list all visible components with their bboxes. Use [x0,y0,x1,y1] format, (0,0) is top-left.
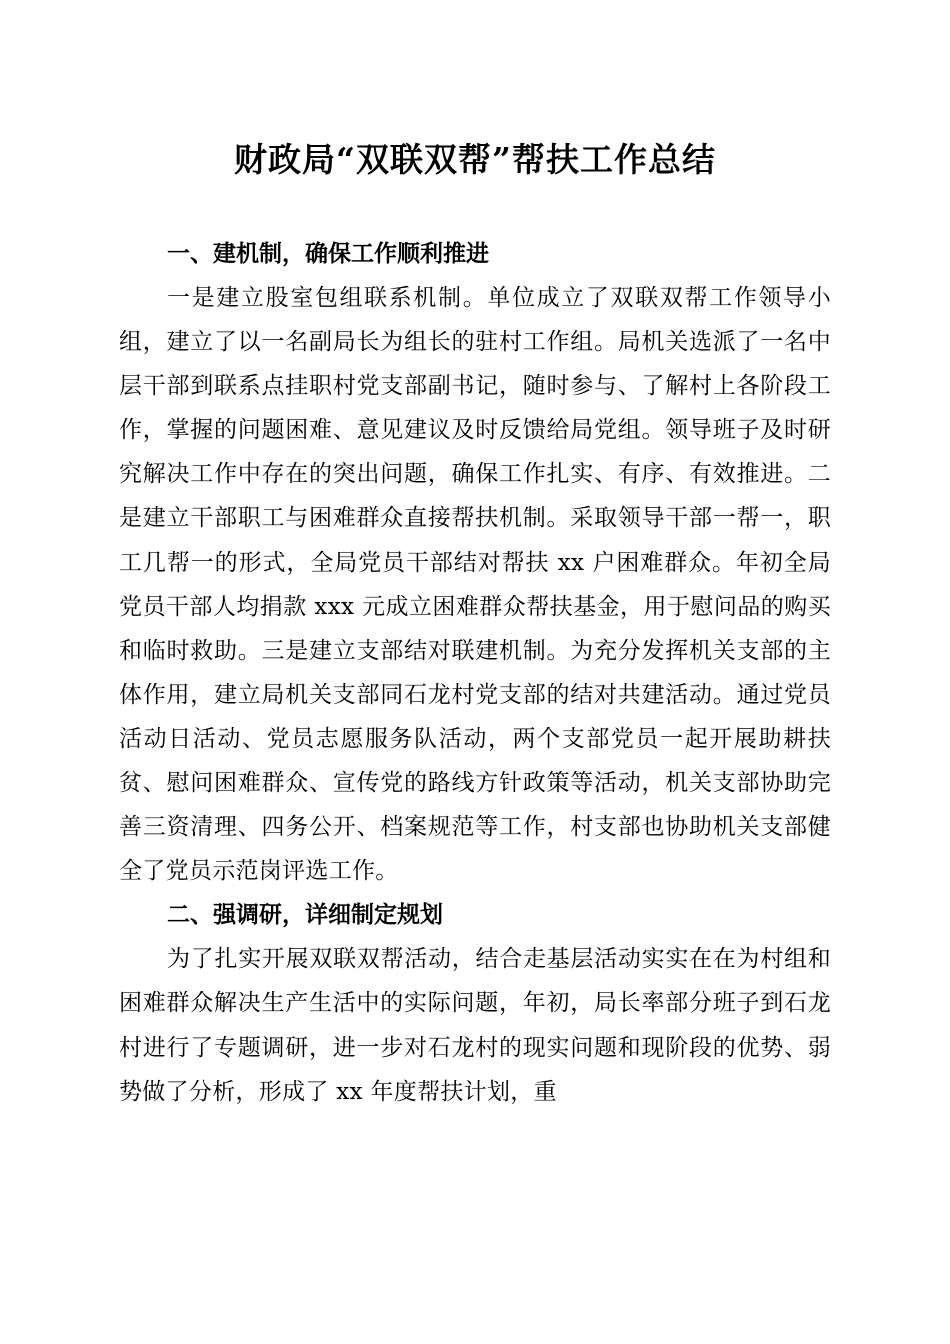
document-body [119,232,831,1114]
section-heading-1: 一、建机制，确保工作顺利推进 [167,241,489,267]
document-title: 财政局“双联双帮”帮扶工作总结 [234,140,716,179]
section-1-paragraph-1: 一是建立股室包组联系机制。单位成立了双联双帮工作领导小组，建立了以一名副局长为组长的驻村工作组。局机关选派了一名中层干部到联系点挂职村党支部副书记，随时参与、了解村上各阶段工作，掌握的问题困难、意见建议及时反馈给局党组。领导班子及时研究解决工作中存在的突出问题，确保工作扎实、有序、有效推进。二是建立干部职工与困难群众直接帮扶机制。采取领导干部一帮一，职工几帮一的形式，全局党员干部结对帮扶 xx 户困难群众。年初全局党员干部人均捐款 xxx 元成立困难群众帮扶基金，用于慰问品的购买和临时救助。三是建立支部结对联建机制。为充分发挥机关支部的主体作用，建立局机关支部同石龙村党支部的结对共建活动。通过党员活动日活动、党员志愿服务队活动，两个支部党员一起开展助耕扶贫、慰问困难群众、宣传党的路线方针政策等活动，机关支部协助完善三资清理、四务公开、档案规范等工作，村支部也协助机关支部健全了党员示范岗评选工作。 [119,285,831,885]
section-heading-2: 二、强调研，详细制定规划 [167,902,443,929]
section-2-paragraph-1: 为了扎实开展双联双帮活动，结合走基层活动实实在在为村组和困难群众解决生产生活中的实际问题，年初，局长率部分班子到石龙村进行了专题调研，进一步对石龙村的现实问题和现阶段的优势、弱势做了分析，形成了 xx 年度帮扶计划，重 [119,946,831,1105]
